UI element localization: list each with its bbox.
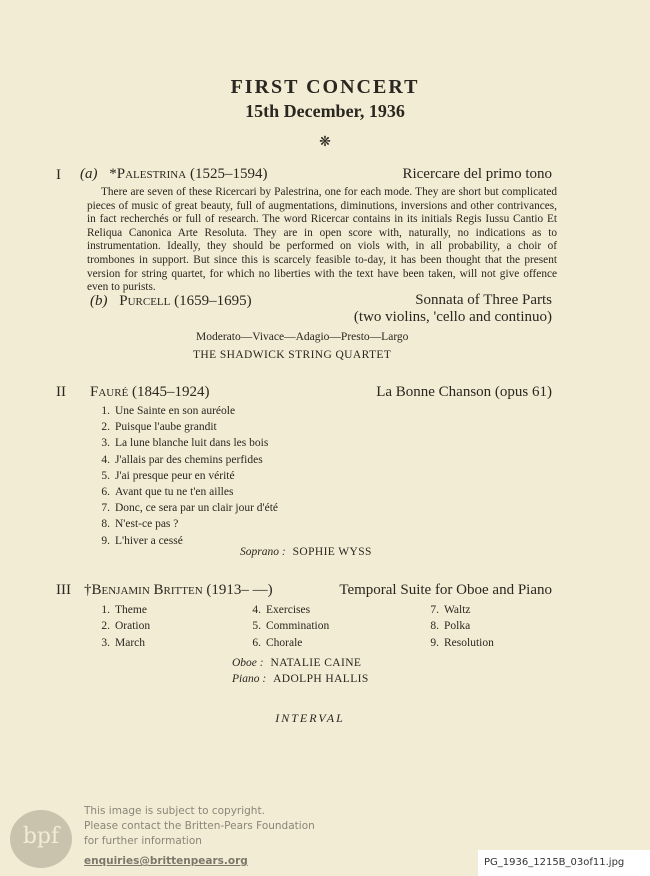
section-2-composer: Fauré (1845–1924) (90, 384, 210, 400)
song-number: 9. (101, 534, 110, 547)
movement-title: Polka (444, 620, 471, 633)
movement-number: 6. (252, 636, 261, 649)
section-1b-label: (b) (90, 293, 108, 309)
song-list-item (96, 535, 183, 547)
song-number: 6. (101, 486, 110, 498)
concert-date: 15th December, 1936 (245, 101, 405, 121)
movement-list-item (425, 620, 470, 632)
oboe-line (232, 657, 361, 669)
song-title: Donc, ce sera par un clair jour d'été (115, 502, 278, 515)
section-1-number: I (56, 167, 61, 183)
copyright-line-3: for further information (84, 835, 202, 847)
movement-list-item (96, 637, 145, 649)
movement-title: Oration (115, 620, 151, 633)
song-title: J'allais par des chemins perfides (115, 453, 263, 466)
movement-list-item (425, 604, 471, 616)
movement-list-item (247, 637, 302, 649)
soprano-performer: SOPHIE WYSS (292, 546, 372, 558)
section-1b-work-instruments: (two violins, 'cello and continuo) (353, 309, 552, 325)
section-2-work: La Bonne Chanson (opus 61) (376, 384, 552, 400)
song-list-item (96, 421, 217, 433)
bpf-logo-text: bpf (22, 824, 60, 849)
interval-label: INTERVAL (275, 711, 345, 725)
palestrina-note: There are seven of these Ricercari by Palestrina, one for each mode. They are short but complicated pieces of music of great beauty, full of augmentations, diminutions, inversions and other contrivances, in fact recherchés or full of research. The word Ricercar contains in its initials Regis Iussu Cantio Et Reliqua Canonica Arte Resoluta. They are in open score with, naturally, no indications as to instrumentation. Ideally, they should be performed on viols with, in all probability, a choir of trombones in support. But since this is scarcely feasible to-day, it has been thought that the present version for string quartet, for which no liberties with the text have been taken, will not give offence even to purists. (87, 186, 557, 294)
song-title: Puisque l'aube grandit (115, 421, 217, 434)
section-3-composer: †Benjamin Britten (1913– —) (84, 582, 273, 598)
section-1-performers: THE SHADWICK STRING QUARTET (193, 349, 392, 361)
movement-list-item (247, 620, 329, 632)
song-list-item (96, 454, 263, 466)
section-1a-label: (a) (80, 166, 98, 182)
ornament-icon: ❋ (319, 135, 331, 150)
copyright-line-1: This image is subject to copyright. (84, 805, 265, 817)
copyright-line-2: Please contact the Britten-Pears Foundation (84, 820, 315, 832)
section-3-number: III (56, 582, 71, 598)
song-list-item (96, 518, 178, 530)
movement-title: Theme (115, 604, 147, 616)
section-2-performer-line (240, 546, 372, 558)
movement-number: 9. (430, 636, 439, 649)
copyright-notice (84, 804, 315, 869)
movement-number: 7. (430, 604, 439, 616)
section-1a-heading (80, 166, 267, 183)
song-number: 7. (101, 502, 110, 515)
movement-title: Exercises (266, 604, 311, 616)
contact-email-link[interactable]: enquiries@brittenpears.org (84, 855, 248, 867)
section-1b-work: Sonnata of Three Parts (415, 292, 552, 308)
song-title: J'ai presque peur en vérité (115, 469, 235, 482)
section-1b-heading (90, 293, 252, 310)
song-list-item (96, 470, 235, 482)
movement-list-item (247, 604, 310, 616)
song-number: 3. (101, 437, 110, 450)
movement-list-item (96, 620, 150, 632)
song-number: 2. (101, 421, 110, 434)
song-list-item (96, 405, 235, 417)
section-1b-composer: Purcell (1659–1695) (119, 293, 252, 309)
song-number: 1. (101, 405, 110, 417)
section-1a-composer: *Palestrina (1525–1594) (109, 166, 268, 182)
piano-role: Piano : (232, 673, 267, 685)
movement-list-item (425, 637, 494, 649)
oboe-performer: NATALIE CAINE (270, 657, 362, 669)
song-title: La lune blanche luit dans les bois (115, 437, 269, 450)
purcell-movements: Moderato—Vivace—Adagio—Presto—Largo (196, 331, 409, 343)
song-number: 5. (101, 469, 110, 482)
song-number: 4. (101, 453, 110, 466)
movement-title: Commination (266, 620, 330, 633)
movement-title: Resolution (444, 636, 494, 649)
song-title: Une Sainte en son auréole (115, 405, 236, 417)
oboe-role: Oboe : (232, 657, 264, 669)
movement-list-item (96, 604, 147, 616)
song-title: L'hiver a cessé (115, 534, 183, 547)
movement-number: 5. (252, 620, 261, 633)
file-name-label: PG_1936_1215B_03of11.jpg (478, 850, 650, 876)
section-2-number: II (56, 384, 66, 400)
song-list-item (96, 437, 268, 449)
soprano-role: Soprano : (240, 546, 286, 558)
section-3-work: Temporal Suite for Oboe and Piano (339, 582, 552, 598)
movement-number: 1. (101, 604, 110, 616)
song-list-item (96, 486, 233, 498)
movement-title: Chorale (266, 636, 303, 649)
bpf-logo (10, 810, 72, 868)
section-1a-work: Ricercare del primo tono (402, 166, 552, 182)
movement-title: March (115, 636, 146, 649)
piano-line (232, 673, 369, 685)
song-title: N'est-ce pas ? (115, 518, 179, 531)
movement-number: 4. (252, 604, 261, 616)
song-title: Avant que tu ne t'en ailles (115, 486, 234, 498)
movement-title: Waltz (444, 604, 471, 616)
song-list-item (96, 502, 278, 514)
movement-number: 3. (101, 636, 110, 649)
movement-number: 8. (430, 620, 439, 633)
piano-performer: ADOLPH HALLIS (273, 673, 369, 685)
song-number: 8. (101, 518, 110, 531)
movement-number: 2. (101, 620, 110, 633)
concert-title: FIRST CONCERT (230, 76, 420, 98)
